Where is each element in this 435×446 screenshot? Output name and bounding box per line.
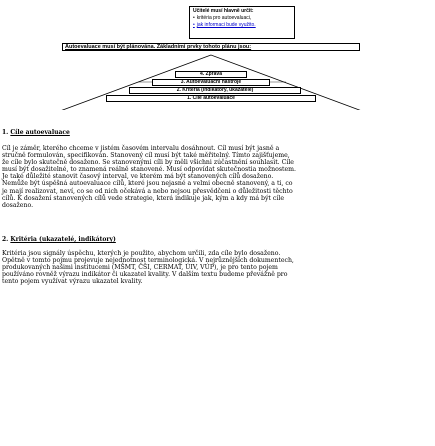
body-line: Kritéria jsou signály úspěchu, kterých je použito, abychom určili, zda cíle bylo dosaženo.: [2, 250, 281, 257]
body-line: stručně formulován, specifikován. Stanovený cíl musí být také měřitelný. Tímto zajišťujeme,: [2, 152, 290, 160]
body-line: dosaženo.: [2, 201, 34, 209]
body-line: musí být dosažitelné, to znamená reálně stanovené. Musí odpovídat skutečnostia možnostem.: [2, 166, 297, 174]
pyramid-level-4: 4. Zpráva: [175, 71, 247, 78]
summary-box-link[interactable]: • jak informaci bude využito.: [193, 22, 256, 28]
section-1-body: [2, 145, 432, 209]
pyramid-level-1: 1. Cíle autoevaluace: [106, 95, 316, 102]
body-line: Opětně v tomto pojmu projevuje nejednotnost terminologická. V nejrůznějších dokumentech,: [2, 257, 294, 265]
section-1-heading: 1. Cíle autoevaluace: [2, 129, 70, 136]
body-line: Cíl je záměr, kterého chceme v jistém časovém intervalu dosáhnout. Cíl musí být jasně a: [2, 145, 280, 152]
pyramid-level-2: 2. Kritéria (indikátory, ukazatelé): [129, 87, 301, 94]
body-line: že cíle bylo skutečně dosaženo. Se stanovenými cíli by měli všichni zúčastnění souhlasit. Cíle: [2, 159, 294, 167]
plan-heading-bar: Autoevaluace musí být plánována. Základními prvky tohoto plánu jsou:: [62, 43, 360, 51]
body-line: Nemůže být úspěšná autoevaluace cílů, které jsou nejasné a velmi obecně stanovený, a ti, co: [2, 180, 293, 188]
body-line: je mají realizovat, neví, co se od nich očekává a nebo nejsou přesvědčeni o důležitosti těchto: [2, 187, 293, 195]
summary-box-item: • kritéria pro autoevaluaci,: [193, 15, 252, 21]
body-line: produkovaných našimi institucemi (MŠMT, ČŠI, CERMAT, ÚIV, VÚP), je pro tento pojem: [2, 264, 278, 272]
summary-box-title: Učitelé musí hlavně určit:: [193, 8, 254, 14]
body-line: cílů. K dosažení stanovených cílů vede strategie, která indikuje jak, kým a kdy má být cíle: [2, 194, 284, 202]
body-line: Je také důležité stanovit časový interval, ve kterém má být stanovených cílů dosaženo.: [2, 173, 274, 181]
body-line: tento pojem využívat výrazu ukazatel kvality.: [2, 278, 143, 286]
section-2-body: [2, 250, 432, 285]
pyramid-level-3: 3. Autoevaluační nástroje: [152, 79, 270, 86]
section-2-heading: 2. Kritéria (ukazatelé, indikátory): [2, 236, 116, 243]
body-line: používáno rovněž výrazu indikátor či ukazatel kvality. V dalším textu budeme převážně pro: [2, 271, 288, 279]
